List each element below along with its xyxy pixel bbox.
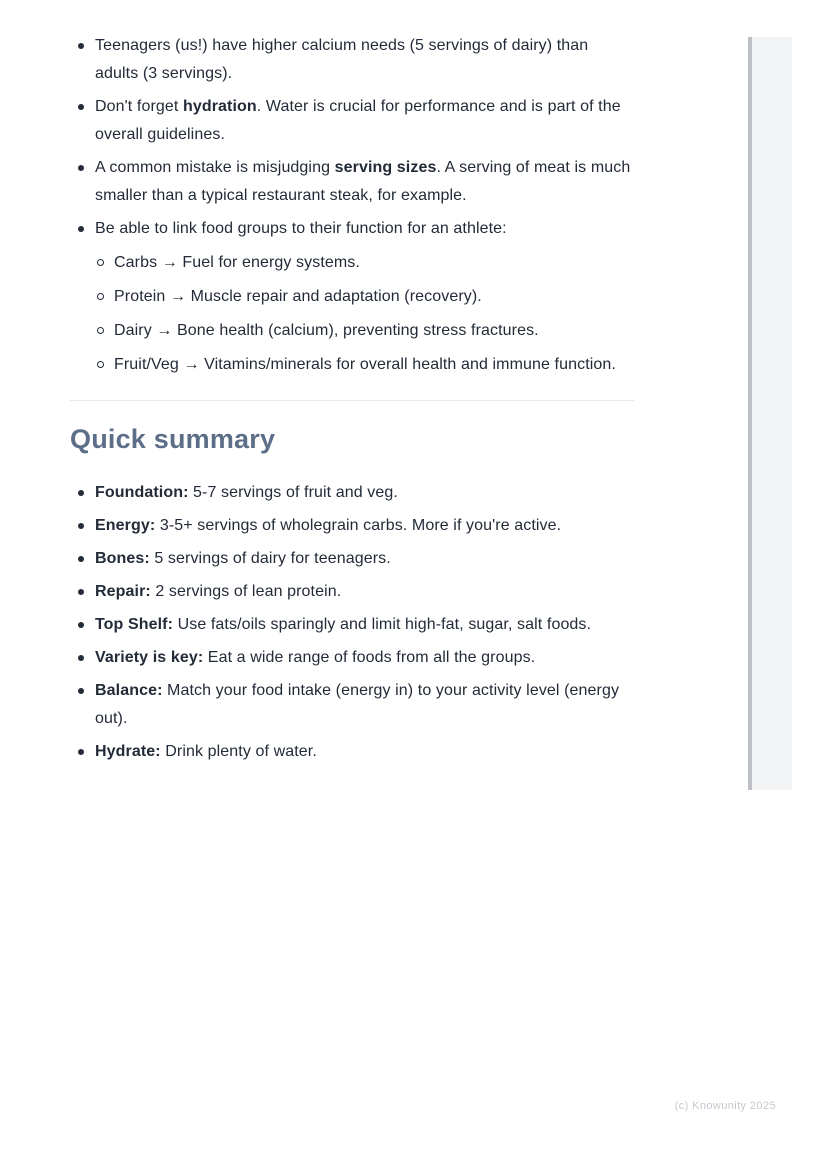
notes-bullet-list bbox=[70, 32, 634, 379]
section-divider bbox=[70, 400, 634, 401]
list-item-text: Foundation: bbox=[95, 484, 189, 501]
list-item-text: Carbs → Fuel for energy systems. bbox=[114, 254, 360, 271]
quick-summary-heading: Quick summary bbox=[70, 424, 276, 454]
list-item-text: Top Shelf: bbox=[95, 616, 174, 633]
nested-list-item bbox=[95, 351, 634, 379]
list-item bbox=[70, 644, 634, 672]
list-item-text: hydration bbox=[182, 98, 257, 115]
nested-list-item bbox=[95, 283, 634, 311]
list-item-text: A common mistake is misjudging bbox=[95, 159, 335, 176]
list-item bbox=[70, 93, 634, 149]
list-item-text: Teenagers (us!) have higher calcium needs (5 servings of dairy) than adults (3 servings). bbox=[95, 37, 589, 82]
list-item-text: . A serving of meat is much smaller than a typical restaurant steak, for example. bbox=[95, 159, 631, 204]
list-item-text: Energy: bbox=[95, 517, 156, 534]
list-item bbox=[70, 611, 634, 639]
list-item-text: Use fats/oils sparingly and limit high-fat, sugar, salt foods. bbox=[173, 616, 592, 633]
list-item-text: . Water is crucial for performance and is part of the overall guidelines. bbox=[95, 98, 621, 143]
nested-bullet-list bbox=[95, 249, 634, 379]
document-content bbox=[70, 32, 634, 771]
list-item bbox=[70, 215, 634, 379]
list-item-text: Be able to link food groups to their function for an athlete: bbox=[95, 220, 507, 237]
next-page-edge bbox=[748, 37, 792, 790]
list-item-text: serving sizes bbox=[334, 159, 437, 176]
list-item bbox=[70, 512, 634, 540]
list-item-text: Don't forget bbox=[95, 98, 183, 115]
list-item bbox=[70, 154, 634, 210]
list-item bbox=[70, 677, 634, 733]
list-item-text: 2 servings of lean protein. bbox=[150, 583, 342, 600]
list-item-text: Fruit/Veg → Vitamins/minerals for overall health and immune function. bbox=[114, 356, 616, 373]
list-item-text: Protein → Muscle repair and adaptation (recovery). bbox=[114, 288, 482, 305]
footer-copyright: (c) Knowunity 2025 bbox=[674, 1100, 776, 1112]
list-item bbox=[70, 578, 634, 606]
list-item-text: Match your food intake (energy in) to your activity level (energy out). bbox=[95, 682, 620, 727]
list-item-text: Balance: bbox=[95, 682, 163, 699]
nested-list-item bbox=[95, 249, 634, 277]
list-item-text: Bones: bbox=[95, 550, 150, 567]
list-item-text: 5-7 servings of fruit and veg. bbox=[188, 484, 398, 501]
list-item-text: Repair: bbox=[95, 583, 151, 600]
list-item bbox=[70, 479, 634, 507]
list-item-text: Drink plenty of water. bbox=[160, 743, 317, 760]
list-item-text: 5 servings of dairy for teenagers. bbox=[149, 550, 391, 567]
list-item-text: Dairy → Bone health (calcium), preventing stress fractures. bbox=[114, 322, 539, 339]
summary-bullet-list bbox=[70, 479, 634, 766]
list-item bbox=[70, 32, 634, 88]
list-item-text: Variety is key: bbox=[95, 649, 204, 666]
list-item-text: Eat a wide range of foods from all the groups. bbox=[203, 649, 536, 666]
list-item bbox=[70, 738, 634, 766]
list-item-text: Hydrate: bbox=[95, 743, 161, 760]
nested-list-item bbox=[95, 317, 634, 345]
list-item-text: 3-5+ servings of wholegrain carbs. More if you're active. bbox=[155, 517, 562, 534]
list-item bbox=[70, 545, 634, 573]
